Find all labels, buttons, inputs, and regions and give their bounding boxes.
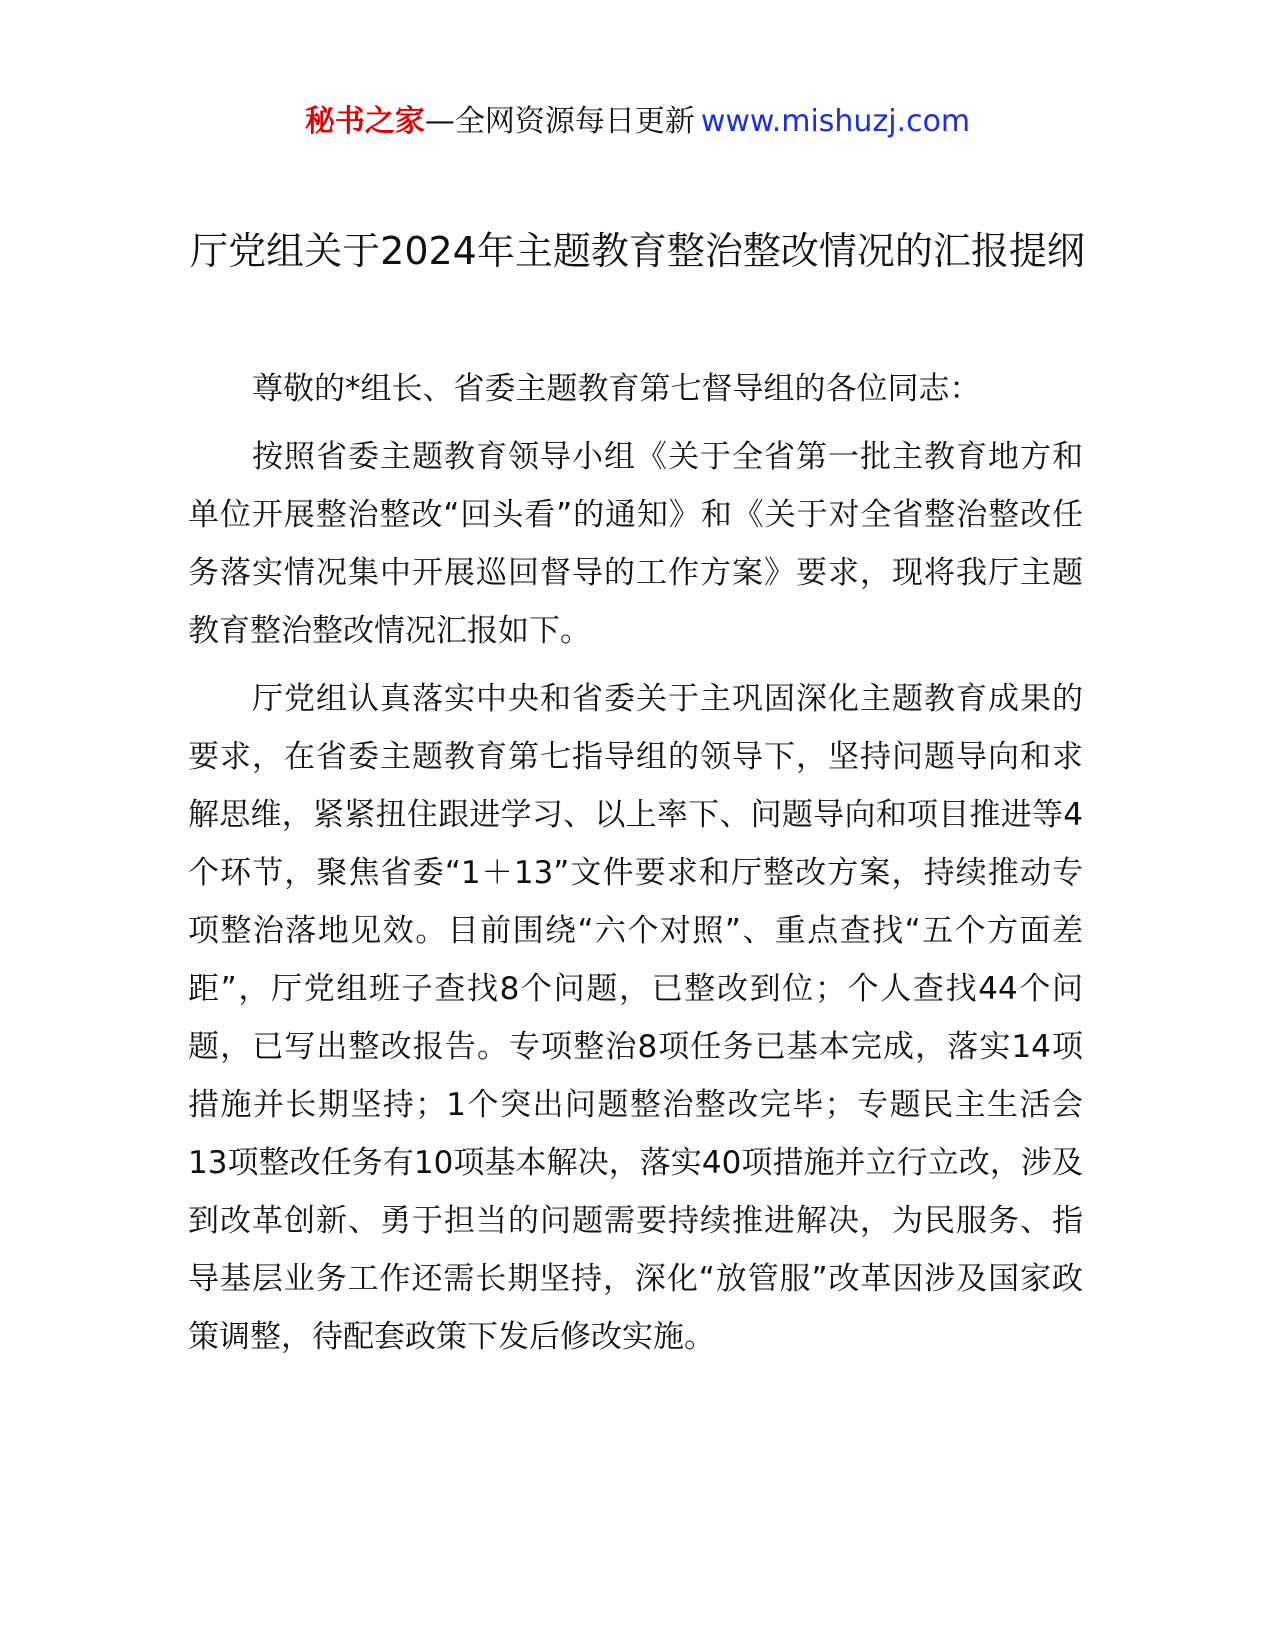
salutation: 尊敬的*组长、省委主题教育第七督导组的各位同志： — [252, 371, 981, 407]
site-tagline: —全网资源每日更新 — [424, 104, 695, 139]
site-header — [0, 100, 1275, 144]
paragraph-intro: 按照省委主题教育领导小组《关于全省第一批主教育地方和单位开展整治整改“回头看”的通知》和《关于对全省整治整改任务落实情况集中开展巡回督导的工作方案》要求，现将我厅主题教育整治整改情况汇报如下。 — [188, 439, 1083, 649]
paragraph-summary: 厅党组认真落实中央和省委关于主巩固深化主题教育成果的要求，在省委主题教育第七指导组的领导下，坚持问题导向和求解思维，紧紧扭住跟进学习、以上率下、问题导向和项目推进等4个环节，聚焦省委“1＋13”文件要求和厅整改方案，持续推动专项整治落地见效。目前围绕“六个对照”、重点查找“五个方面差距”，厅党组班子查找8个问题，已整改到位；个人查找44个问题，已写出整改报告。专项整治8项任务已基本完成，落实14项措施并长期坚持；1个突出问题整治整改完毕；专题民主生活会13项整改任务有10项基本解决，落实40项措施并立行立改，涉及到改革创新、勇于担当的问题需要持续推进解决，为民服务、指导基层业务工作还需长期坚持，深化“放管服”改革因涉及国家政策调整，待配套政策下发后修改实施。 — [188, 681, 1083, 1355]
document-body — [188, 360, 1083, 1376]
document-title: 厅党组关于2024年主题教育整治整改情况的汇报提纲 — [190, 229, 1085, 273]
site-url-link[interactable]: www.mishuzj.com — [700, 104, 971, 139]
site-brand: 秘书之家 — [304, 104, 425, 139]
